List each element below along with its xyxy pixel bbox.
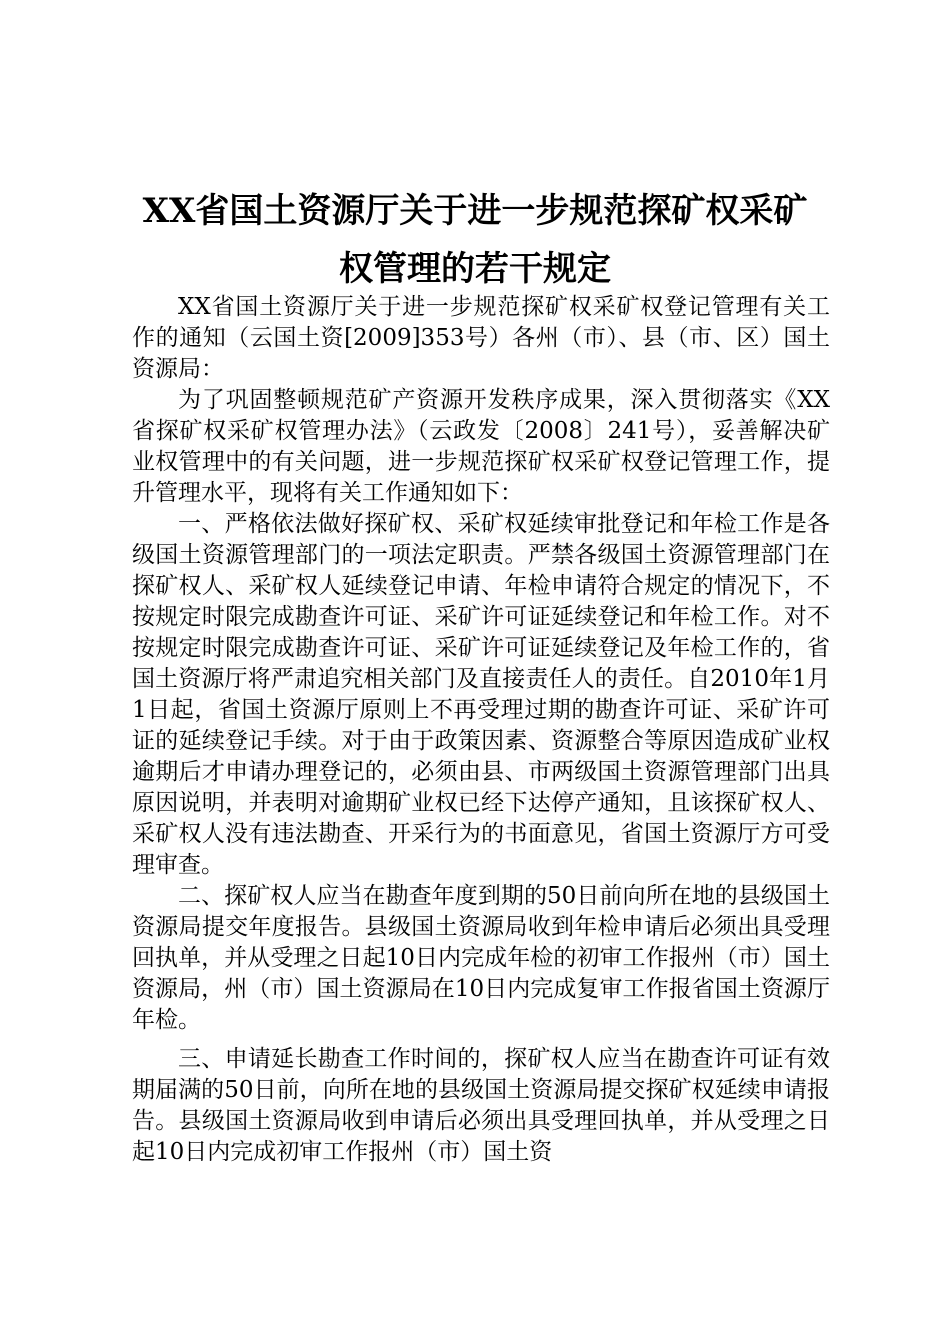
document-body bbox=[132, 292, 830, 1168]
paragraph-item-3: 三、申请延长勘查工作时间的，探矿权人应当在勘查许可证有效期届满的50日前，向所在地的县级国土资源局提交探矿权延续申请报告。县级国土资源局收到申请后必须出具受理回执单，并从受理之日起10日内完成初审工作报州（市）国土资 bbox=[132, 1046, 830, 1165]
paragraph-item-1: 一、严格依法做好探矿权、采矿权延续审批登记和年检工作是各级国土资源管理部门的一项法定职责。严禁各级国土资源管理部门在探矿权人、采矿权人延续登记申请、年检申请符合规定的情况下，不按规定时限完成勘查许可证、采矿许可证延续登记和年检工作。对不按规定时限完成勘查许可证、采矿许可证延续登记及年检工作的，省国土资源厅将严肃追究相关部门及直接责任人的责任。自2010年1月1日起，省国土资源厅原则上不再受理过期的勘查许可证、采矿许可证的延续登记手续。对于由于政策因素、资源整合等原因造成矿业权逾期后才申请办理登记的，必须由县、市两级国土资源管理部门出具原因说明，并表明对逾期矿业权已经下达停产通知，且该探矿权人、采矿权人没有违法勘查、开采行为的书面意见，省国土资源厅方可受理审查。 bbox=[132, 511, 830, 878]
document-title-line-1: XX省国土资源厅关于进一步规范探矿权采矿 bbox=[142, 191, 808, 231]
paragraph-item-2: 二、探矿权人应当在勘查年度到期的50日前向所在地的县级国土资源局提交年度报告。县级国土资源局收到年检申请后必须出具受理回执单，并从受理之日起10日内完成年检的初审工作报州（市）国土资源局，州（市）国土资源局在10日内完成复审工作报省国土资源厅年检。 bbox=[132, 883, 830, 1033]
paragraph-intro: XX省国土资源厅关于进一步规范探矿权采矿权登记管理有关工作的通知（云国土资[2009]353号）各州（市）、县（市、区）国土资源局： bbox=[132, 294, 830, 382]
document-title-line-2: 权管理的若干规定 bbox=[339, 249, 611, 289]
paragraph-purpose: 为了巩固整顿规范矿产资源开发秩序成果，深入贯彻落实《XX省探矿权采矿权管理办法》（云政发〔2008〕241号），妥善解决矿业权管理中的有关问题，进一步规范探矿权采矿权登记管理工作，提升管理水平，现将有关工作通知如下： bbox=[132, 387, 830, 506]
